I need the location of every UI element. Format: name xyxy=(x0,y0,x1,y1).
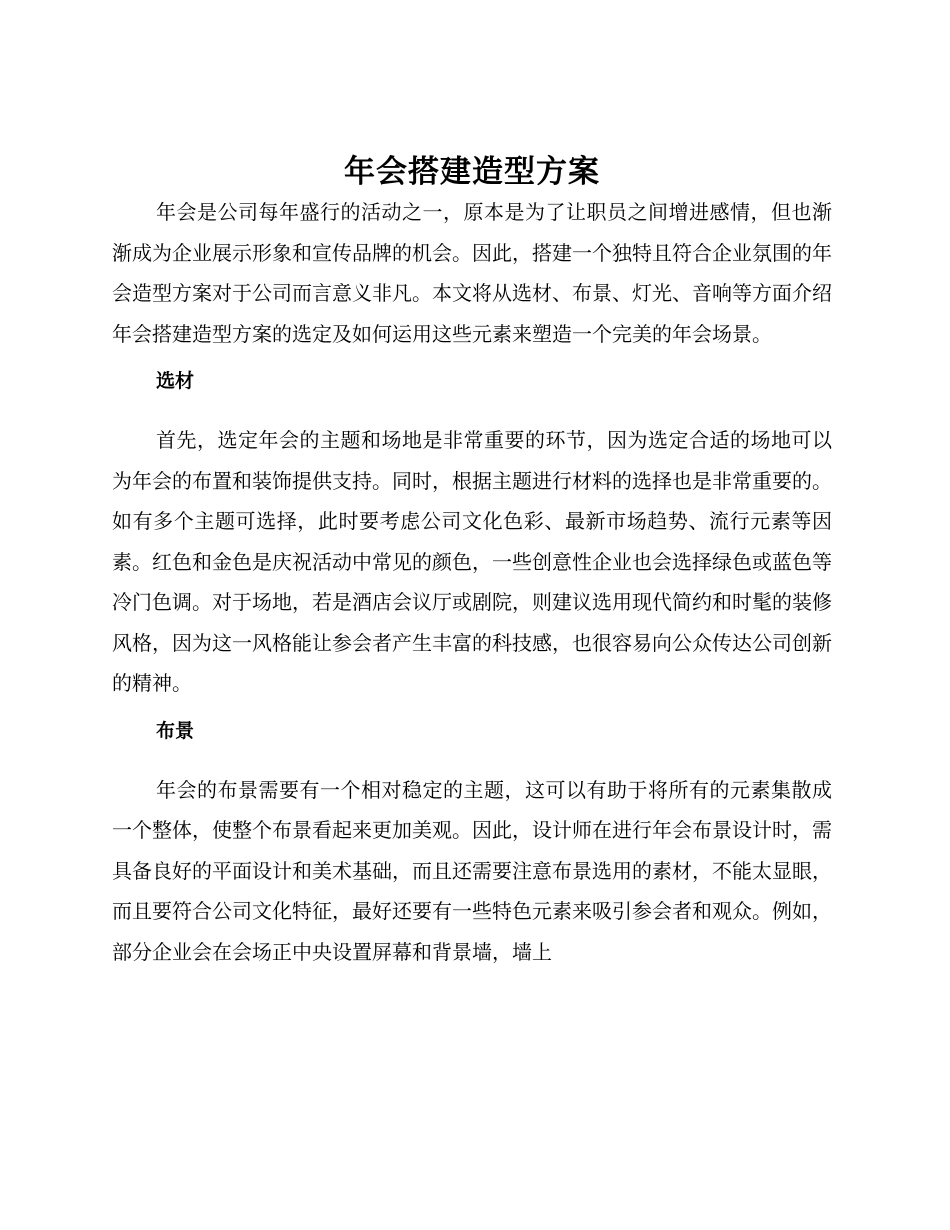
intro-paragraph: 年会是公司每年盛行的活动之一，原本是为了让职员之间增进感情，但也渐渐成为企业展示形象和宣传品牌的机会。因此，搭建一个独特且符合企业氛围的年会造型方案对于公司而言意义非凡。本文将从选材、布景、灯光、音响等方面介绍年会搭建造型方案的选定及如何运用这些元素来塑造一个完美的年会场景。 xyxy=(112,200,832,346)
section-heading-materials: 选材 xyxy=(156,370,195,392)
document-title: 年会搭建造型方案 xyxy=(344,154,600,190)
section-paragraph-scenery: 年会的布景需要有一个相对稳定的主题，这可以有助于将所有的元素集散成一个整体，使整个布景看起来更加美观。因此，设计师在进行年会布景设计时，需具备良好的平面设计和美术基础，而且还需要注意布景选用的素材，不能太显眼，而且要符合公司文化特征，最好还要有一些特色元素来吸引参会者和观众。例如，部分企业会在会场正中央设置屏幕和背景墙，墙上 xyxy=(112,777,832,964)
section-paragraph-materials: 首先，选定年会的主题和场地是非常重要的环节，因为选定合适的场地可以为年会的布置和装饰提供支持。同时，根据主题进行材料的选择也是非常重要的。如有多个主题可选择，此时要考虑公司文化色彩、最新市场趋势、流行元素等因素。红色和金色是庆祝活动中常见的颜色，一些创意性企业也会选择绿色或蓝色等冷门色调。对于场地，若是酒店会议厅或剧院，则建议选用现代简约和时髦的装修风格，因为这一风格能让参会者产生丰富的科技感，也很容易向公众传达公司创新的精神。 xyxy=(112,428,832,695)
document-content xyxy=(112,150,832,972)
section-heading-scenery: 布景 xyxy=(156,719,195,742)
